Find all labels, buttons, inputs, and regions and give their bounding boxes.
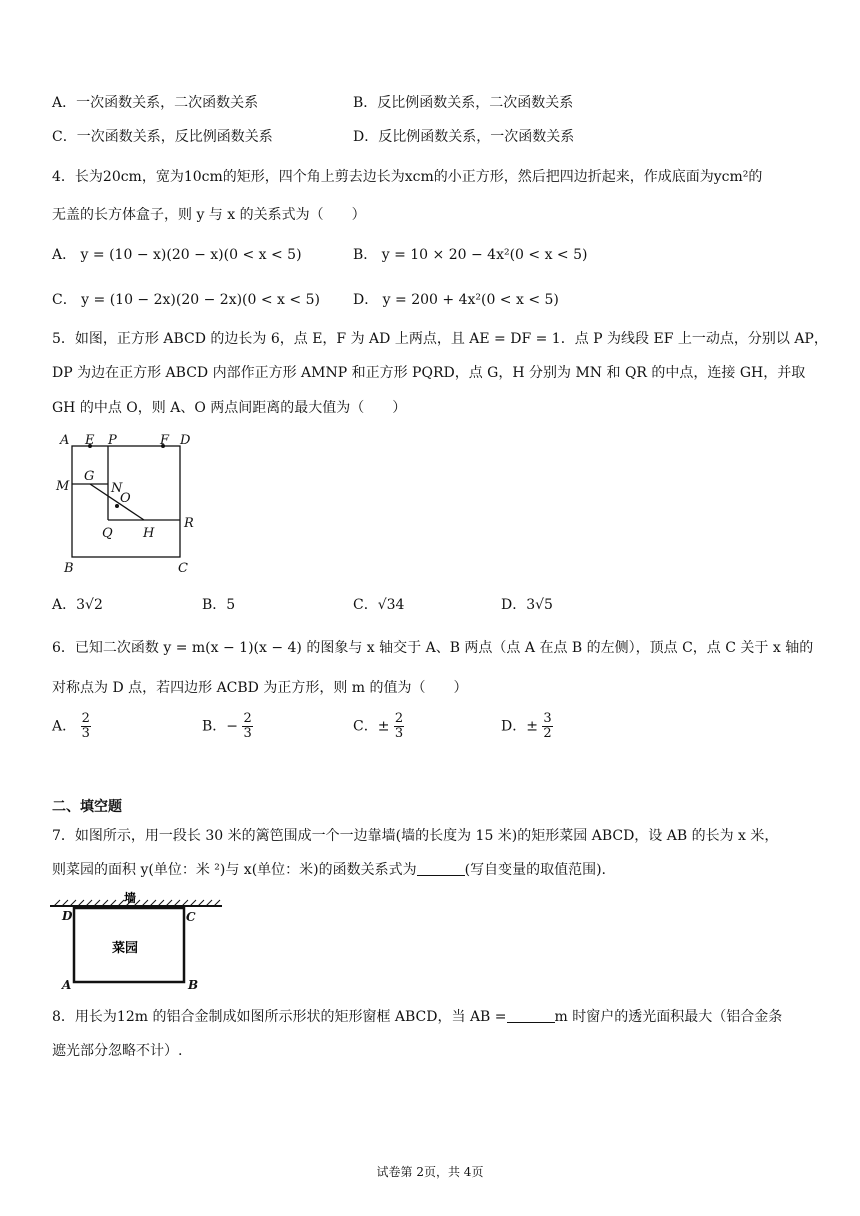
q5-stem-line1: 5．如图，正方形 ABCD 的边长为 6，点 E，F 为 AD 上两点，且 AE = DF = 1．点 P 为线段 EF 上一动点，分别以 AP，: [52, 331, 828, 347]
q6-c-numerator: 2: [394, 711, 404, 726]
q4-option-c: C． y = (10 − 2x)(20 − 2x)(0 < x < 5): [52, 292, 320, 308]
q6-b-denominator: 3: [243, 726, 252, 741]
section-title-fill-in: 二、填空题: [52, 799, 122, 815]
q7-stem-line2-text: 则菜园的面积 y(单位：米 ²)与 x(单位：米)的函数关系式为: [52, 862, 417, 878]
label-a: A: [60, 433, 70, 448]
q6-option-b-prefix: B．−: [202, 718, 239, 735]
q6-stem-line1: 6．已知二次函数 y = m(x − 1)(x − 4) 的图象与 x 轴交于 A、B 两点（点 A 在点 B 的左侧），顶点 C，点 C 关于 x 轴的: [52, 640, 814, 656]
q5-square-figure: [52, 432, 202, 582]
q8-stem-line1-text: 8．用长为12m 的铝合金制成如图所示形状的矩形窗框 ABCD，当 AB =: [52, 1009, 507, 1025]
page-footer: 试卷第 2页，共 4页: [376, 1165, 484, 1179]
q8-stem-line2: 遮光部分忽略不计）.: [52, 1043, 183, 1059]
q6-option-d-prefix: D．±: [501, 718, 538, 735]
label-a: A: [62, 978, 72, 992]
q6-option-b: [202, 712, 253, 741]
q4-option-b: B． y = 10 × 20 − 4x²(0 < x < 5): [353, 247, 588, 263]
q8-stem-line1: [52, 1007, 782, 1027]
label-f: F: [160, 433, 170, 448]
label-g: G: [84, 469, 95, 484]
q7-answer-blank[interactable]: [417, 861, 465, 876]
garden-label: 菜园: [112, 941, 139, 956]
q4-stem-line1: 4．长为20cm，宽为10cm的矩形，四个角上剪去边长为xcm的小正方形，然后把四边折起来，作成底面为ycm²的: [52, 169, 763, 185]
q5-option-d: D．3√5: [501, 597, 553, 613]
label-q: Q: [102, 526, 113, 541]
q4-option-a: A． y = (10 − x)(20 − x)(0 < x < 5): [52, 247, 302, 263]
q7-stem-line1: 7．如图所示，用一段长 30 米的篱笆围成一个一边靠墙(墙的长度为 15 米)的矩形菜园 ABCD，设 AB 的长为 x 米，: [52, 828, 779, 844]
q4-stem-line2: 无盖的长方体盒子，则 y 与 x 的关系式为（ ）: [52, 207, 366, 223]
q6-option-a: [52, 712, 91, 741]
q6-option-b-fraction: [242, 712, 252, 741]
q8-answer-blank[interactable]: [507, 1008, 555, 1023]
label-n: N: [111, 481, 123, 496]
q5-option-c: C．√34: [353, 597, 405, 613]
q6-option-c-fraction: [394, 712, 404, 741]
q6-c-denominator: 3: [394, 726, 404, 741]
q3-option-a: A．一次函数关系，二次函数关系: [52, 95, 259, 111]
q3-option-d: D．反比例函数关系，一次函数关系: [353, 129, 575, 145]
q5-stem-line3: GH 的中点 O，则 A、O 两点间距离的最大值为（ ）: [52, 400, 407, 416]
q6-option-c-prefix: C．±: [353, 718, 390, 735]
q8-stem-line1-tail: m 时窗户的透光面积最大（铝合金条: [554, 1009, 783, 1025]
q4-option-d: D． y = 200 + 4x²(0 < x < 5): [353, 292, 559, 308]
q7-garden-figure: [50, 890, 225, 995]
label-m: M: [56, 479, 70, 494]
q5-option-b: B．5: [202, 597, 236, 613]
label-c: C: [186, 910, 196, 924]
q7-stem-line2: [52, 860, 606, 880]
q6-a-numerator: 2: [81, 711, 90, 726]
q6-option-c: [353, 712, 404, 741]
q6-option-d-fraction: [542, 712, 552, 741]
wall-label: 墙: [124, 891, 137, 905]
label-b: B: [188, 978, 199, 992]
q6-option-a-fraction: [81, 712, 91, 741]
q6-a-denominator: 3: [81, 726, 90, 741]
label-h: H: [143, 526, 155, 541]
point-o: [115, 504, 119, 508]
q6-stem-line2: 对称点为 D 点，若四边形 ACBD 为正方形，则 m 的值为（ ）: [52, 680, 468, 696]
label-b: B: [64, 561, 74, 576]
q7-stem-line2-tail: (写自变量的取值范围).: [464, 862, 606, 878]
q5-stem-line2: DP 为边在正方形 ABCD 内部作正方形 AMNP 和正方形 PQRD，点 G，H 分别为 MN 和 QR 的中点，连接 GH，并取: [52, 365, 806, 381]
q3-option-c: C．一次函数关系，反比例函数关系: [52, 129, 273, 145]
label-e: E: [85, 433, 95, 448]
label-c: C: [178, 561, 188, 576]
q3-option-b: B．反比例函数关系，二次函数关系: [353, 95, 574, 111]
q6-option-d: [501, 712, 553, 741]
label-d: D: [180, 433, 191, 448]
q6-option-a-prefix: A．: [52, 718, 77, 735]
label-d: D: [62, 909, 73, 923]
label-r: R: [184, 516, 194, 531]
label-o: O: [120, 491, 131, 506]
q6-b-numerator: 2: [243, 711, 252, 726]
q5-option-a: A．3√2: [52, 597, 103, 613]
q6-d-denominator: 2: [543, 726, 552, 741]
q6-d-numerator: 3: [543, 711, 552, 726]
label-p: P: [108, 433, 117, 448]
